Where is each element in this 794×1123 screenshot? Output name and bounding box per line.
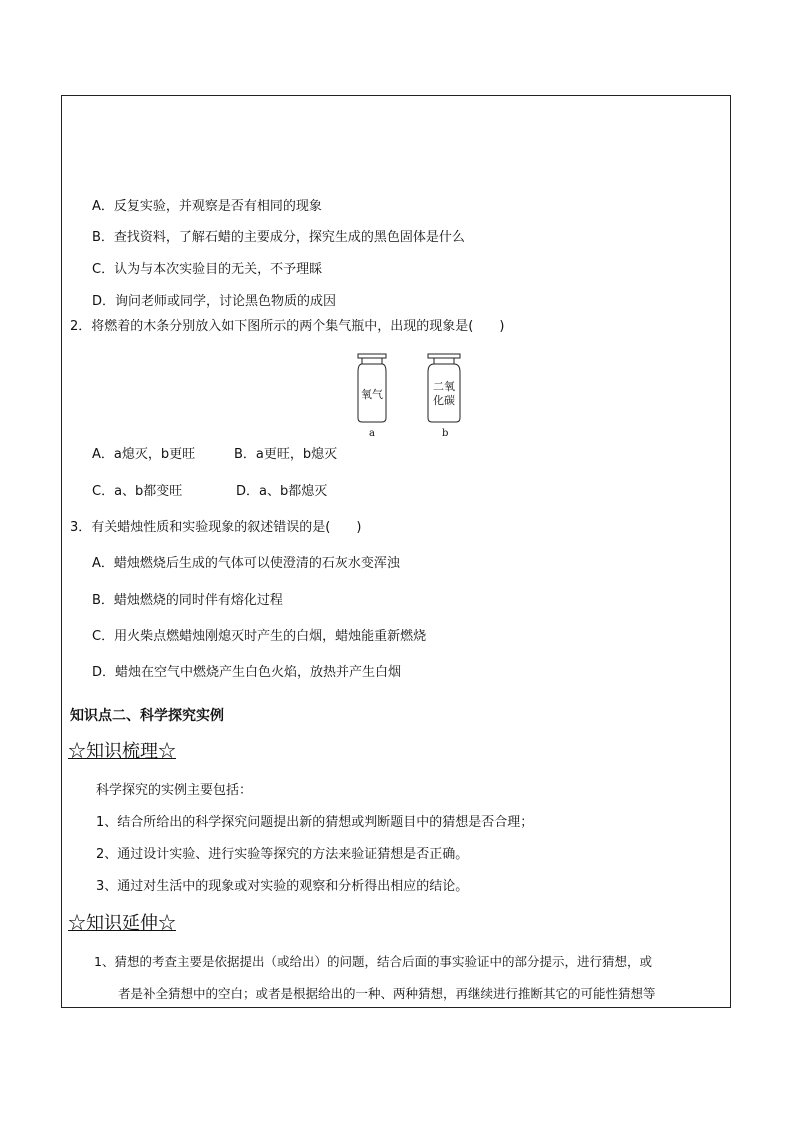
q2-option-b: B．a更旺，b熄灭 bbox=[234, 447, 338, 462]
extension-line-2: 者是补全猜想中的空白；或者是根据给出的一种、两种猜想，再继续进行推断其它的可能性猜想等 bbox=[118, 986, 656, 1001]
q3-option-a: A．蜡烛燃烧后生成的气体可以使澄清的石灰水变浑浊 bbox=[92, 556, 400, 571]
q1-option-d: D．询问老师或同学，讨论黑色物质的成因 bbox=[92, 294, 337, 309]
q2-option-a: A．a熄灭，b更旺 bbox=[92, 447, 196, 462]
q1-option-c: C．认为与本次实验目的无关，不予理睬 bbox=[92, 262, 323, 277]
bottle-a-caption: a bbox=[369, 428, 375, 439]
combing-point-2: 2、通过设计实验、进行实验等探究的方法来验证猜想是否正确。 bbox=[96, 847, 469, 862]
bottle-b-label-line1: 二氧 bbox=[433, 380, 455, 393]
q2-stem: 2．将燃着的木条分别放入如下图所示的两个集气瓶中，出现的现象是( ) bbox=[70, 319, 505, 334]
knowledge-combing-title: ☆知识梳理☆ bbox=[68, 741, 176, 762]
q3-option-c: C．用火柴点燃蜡烛刚熄灭时产生的白烟，蜡烛能重新燃烧 bbox=[92, 629, 427, 644]
q3-option-d: D．蜡烛在空气中燃烧产生白色火焰，放热并产生白烟 bbox=[92, 665, 402, 680]
q2-option-c: C．a、b都变旺 bbox=[92, 484, 183, 499]
q3-option-b: B．蜡烛燃烧的同时伴有熔化过程 bbox=[92, 593, 283, 608]
combing-point-1: 1、结合所给出的科学探究问题提出新的猜想或判断题目中的猜想是否合理； bbox=[96, 815, 534, 830]
q3-stem: 3．有关蜡烛性质和实验现象的叙述错误的是( ) bbox=[70, 520, 362, 535]
q1-option-b: B．查找资料，了解石蜡的主要成分，探究生成的黑色固体是什么 bbox=[92, 230, 465, 245]
section-heading: 知识点二、科学探究实例 bbox=[70, 708, 224, 724]
combing-intro: 科学探究的实例主要包括： bbox=[96, 783, 253, 798]
q2-option-d: D．a、b都熄灭 bbox=[236, 484, 328, 499]
bottle-b-label-line2: 化碳 bbox=[433, 394, 455, 407]
extension-line-1: 1、猜想的考查主要是依据提出（或给出）的问题，结合后面的事实验证中的部分提示，进行猜想，或 bbox=[94, 954, 652, 969]
bottle-b-caption: b bbox=[442, 428, 449, 439]
knowledge-extension-title: ☆知识延伸☆ bbox=[68, 913, 176, 934]
q1-option-a: A．反复实验，并观察是否有相同的现象 bbox=[92, 199, 322, 214]
bottle-a-label: 氧气 bbox=[361, 388, 383, 401]
combing-point-3: 3、通过对生活中的现象或对实验的观察和分析得出相应的结论。 bbox=[96, 879, 469, 894]
